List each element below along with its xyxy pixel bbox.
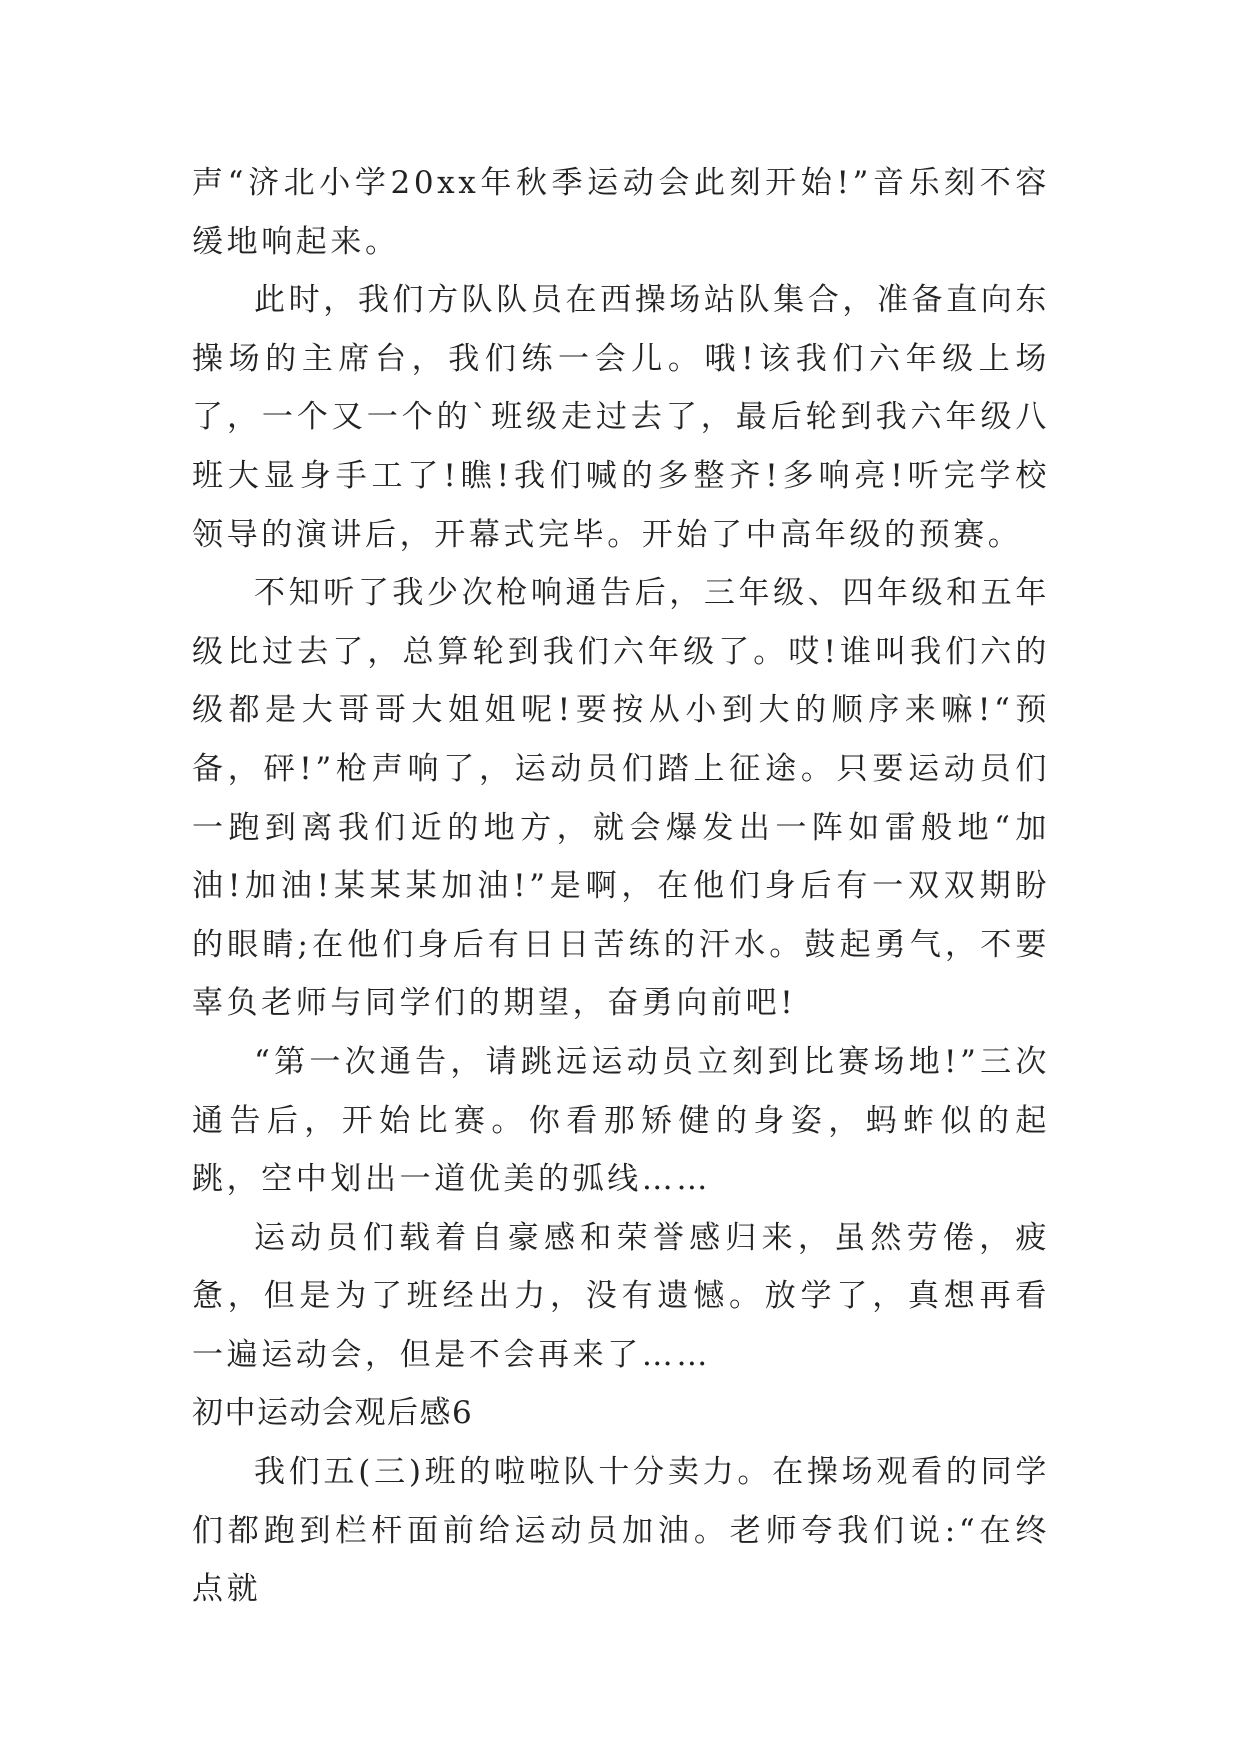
section-paragraph: 我们五(三)班的啦啦队十分卖力。在操场观看的同学们都跑到栏杆面前给运动员加油。老师夸我们说:“在终点就 (192, 1454, 1050, 1608)
document-body (192, 154, 1050, 1619)
paragraph-5: 运动员们载着自豪感和荣誉感归来，虽然劳倦，疲惫，但是为了班经出力，没有遗憾。放学了，真想再看一遍运动会，但是不会再来了…… (192, 1219, 1050, 1373)
section-heading: 初中运动会观后感6 (192, 1395, 474, 1432)
paragraph-2: 此时，我们方队队员在西操场站队集合，准备直向东操场的主席台，我们练一会儿。哦!该我们六年级上场了，一个又一个的`班级走过去了，最后轮到我六年级八班大显身手工了!瞧!我们喊的多整齐!多响亮!听完学校领导的演讲后，开幕式完毕。开始了中高年级的预赛。 (192, 282, 1050, 553)
paragraph-3: 不知听了我少次枪响通告后，三年级、四年级和五年级比过去了，总算轮到我们六年级了。哎!谁叫我们六的级都是大哥哥大姐姐呢!要按从小到大的顺序来嘛!“预备，砰!”枪声响了，运动员们踏上征途。只要运动员们一跑到离我们近的地方，就会爆发出一阵如雷般地“加油!加油!某某某加油!”是啊，在他们身后有一双双期盼的眼睛;在他们身后有日日苦练的汗水。鼓起勇气，不要辜负老师与同学们的期望，奋勇向前吧! (192, 575, 1050, 1022)
paragraph-1: 声“济北小学20xx年秋季运动会此刻开始!”音乐刻不容缓地响起来。 (192, 165, 1050, 260)
paragraph-4: “第一次通告，请跳远运动员立刻到比赛场地!”三次通告后，开始比赛。你看那矫健的身姿，蚂蚱似的起跳，空中划出一道优美的弧线…… (192, 1043, 1050, 1198)
